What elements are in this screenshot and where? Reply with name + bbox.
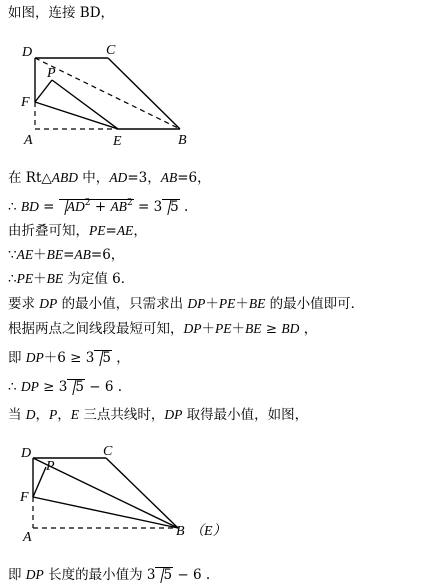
text: − 6 . [84,379,123,395]
var-e: E [70,407,80,422]
text: ＋ [235,296,249,312]
var-abd: ABD [51,170,79,185]
text: ＋ [201,321,215,337]
var-p: P [49,407,58,422]
label-f: F [21,95,30,110]
sqrt-expression [59,199,134,214]
text: 即 [8,350,26,366]
text: ， [57,407,71,423]
text: 要求 [8,296,40,312]
text: . [179,199,189,215]
line-collinear [8,406,308,424]
line-ae-be [8,246,124,264]
label-c: C [103,444,113,459]
line-folding [8,222,147,240]
line-inequality-1 [8,349,130,367]
line-constant [8,270,134,288]
text: 中， [78,170,110,186]
var-ae: AE [16,247,34,262]
sqrt-5 [155,567,173,582]
var-dp: DP [20,379,39,394]
text: − 6 . [173,567,211,583]
text: 三点共线时， [79,407,165,423]
var-bd: BD [20,199,39,214]
text: =6， [90,247,125,263]
segment-fp [35,80,52,102]
text: 的最小值，只需求出 [57,296,188,312]
sqrt-5 [94,350,112,365]
var-pe: PE [215,321,232,336]
label-p: P [47,66,56,81]
text: ＋ [231,321,245,337]
label-d: D [21,446,32,461]
label-b: B [178,133,187,148]
text: ， [111,350,130,366]
label-a: A [23,530,32,545]
var-pe: PE [218,296,236,311]
text: 在 Rt△ [8,170,52,186]
segment-db [33,458,178,528]
var-bd: BD [281,321,300,336]
therefore-symbol: ∴ [8,199,21,215]
text: = [105,223,117,239]
text: ＋ [33,271,47,287]
sqrt-5 [162,199,180,214]
radicand: 5 [170,199,179,215]
text: 取得最小值，如图， [182,407,309,423]
label-f: F [20,490,29,505]
var-dp: DP [25,350,44,365]
intro-label: 如图，连接 BD， [8,5,115,21]
var-dp: DP [39,296,58,311]
var-ab: AB [74,247,91,262]
segment-fe [35,102,118,129]
segment-cb [106,458,178,528]
line-goal [8,295,364,313]
because-symbol: ∵ [8,247,17,263]
segment-db-dashed [35,58,180,129]
var-pe: PE [16,271,34,286]
label-b: B [176,524,185,539]
var-dp: DP [187,296,206,311]
label-d: D [22,45,33,60]
line-conclusion [8,566,210,584]
var-ab: AB [110,199,127,214]
label-a: A [24,133,33,148]
text: 即 [8,567,26,583]
var-be: BE [46,271,64,286]
segment-fb [33,497,178,528]
text: ≥ [261,321,282,337]
var-be: BE [248,296,266,311]
var-ad: AD [66,199,85,214]
label-e: E [113,134,122,149]
var-d: D [25,407,36,422]
segment-pe [52,80,118,129]
therefore-symbol: ∴ [8,271,17,287]
text: ， [299,321,318,337]
radicand: 5 [75,379,84,395]
intro-text [8,4,114,22]
text: 根据两点之间线段最短可知， [8,321,184,337]
text: ＋6 ≥ 3 [43,350,95,366]
text: 长度的最小值为 3 [43,567,156,583]
text: = 3 [133,199,163,215]
text: =6， [177,170,211,186]
label-e: （E） [190,524,227,539]
radicand: 5 [163,567,173,583]
line-inequality-2 [8,378,122,396]
text: = [63,247,75,263]
var-ae: AE [116,223,134,238]
text: ＋ [33,247,47,263]
segment-cb [108,58,180,129]
line-shortest [8,320,317,338]
text: ， [133,223,147,239]
segment-fp [33,467,46,497]
line-bd-formula [8,198,188,216]
var-dp: DP [164,407,183,422]
therefore-symbol: ∴ [8,379,21,395]
text: = [38,199,59,215]
radicand: 5 [102,350,111,366]
text: 为定值 6． [63,271,135,287]
var-be: BE [46,247,64,262]
var-ad: AD [109,170,128,185]
var-pe: PE [89,223,106,238]
var-dp: DP [25,567,44,582]
exponent: 2 [84,198,91,208]
var-dp: DP [183,321,202,336]
sqrt-5 [67,379,85,394]
line-rt-triangle [8,169,211,187]
text: 由折叠可知， [8,223,89,239]
var-ab: AB [160,170,178,185]
text: 的最小值即可． [265,296,365,312]
text: ， [35,407,50,423]
exponent: 2 [126,198,133,208]
var-be: BE [245,321,262,336]
label-c: C [106,43,116,58]
text: 当 [8,407,26,423]
text: ＋ [205,296,219,312]
label-p: P [46,459,55,474]
figure-2 [0,440,425,560]
text: ≥ 3 [38,379,68,395]
text: =3， [127,170,161,186]
figure-1 [0,40,425,155]
text: + [90,199,111,215]
